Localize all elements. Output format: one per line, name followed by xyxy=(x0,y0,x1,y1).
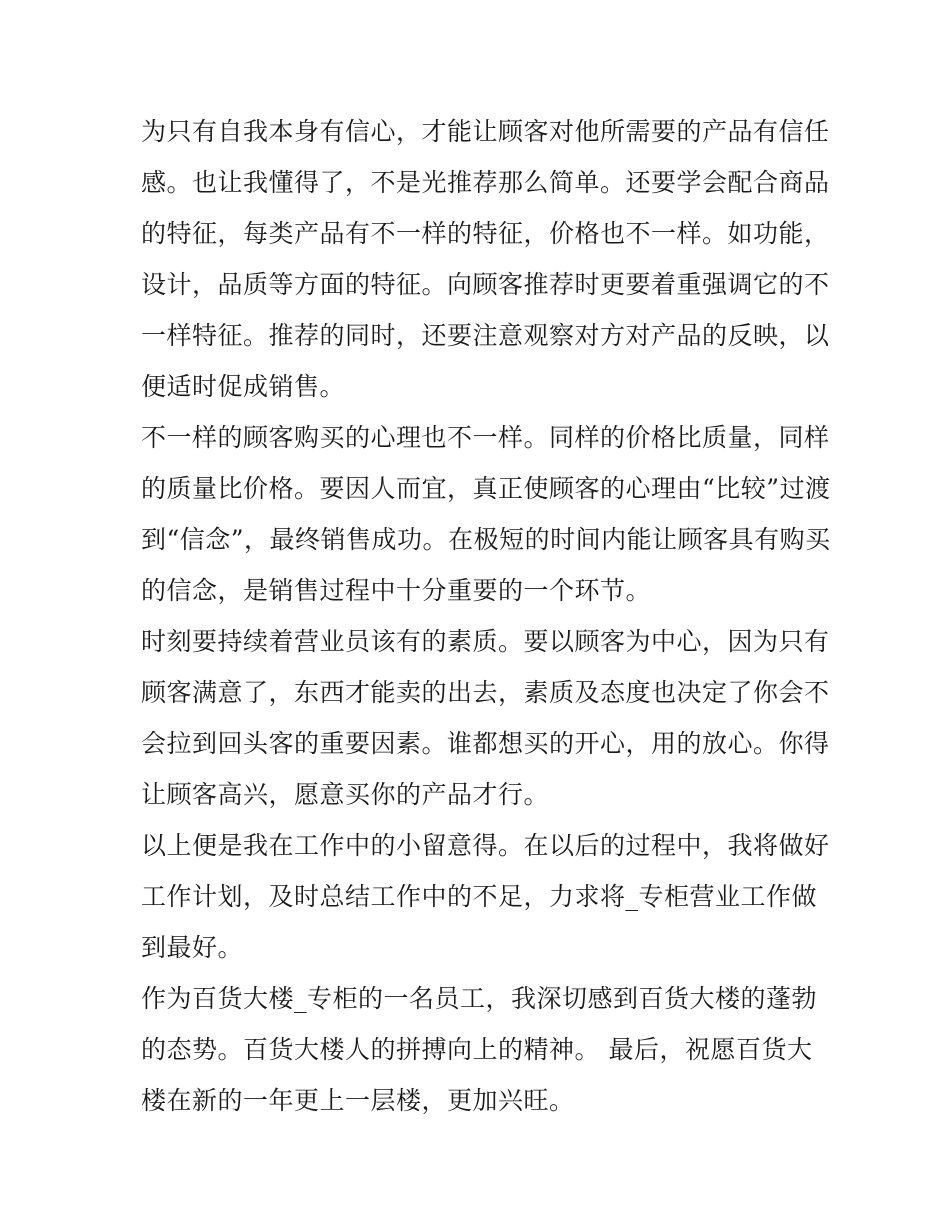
document-body xyxy=(141,106,831,1126)
text-line: 作为百货大楼_专柜的一名员工，我深切感到百货大楼的蓬勃 xyxy=(141,984,818,1013)
text-line: 感。也让我懂得了，不是光推荐那么简单。还要学会配合商品 xyxy=(141,168,830,197)
text-line: 会拉到回头客的重要因素。谁都想买的开心，用的放心。你得 xyxy=(141,729,830,758)
text-line: 的质量比价格。要因人而宜，真正使顾客的心理由“比较”过渡 xyxy=(141,474,831,503)
text-line: 顾客满意了，东西才能卖的出去，素质及态度也决定了你会不 xyxy=(141,678,830,707)
paragraph-3 xyxy=(141,616,830,820)
text-line: 楼在新的一年更上一层楼，更加兴旺。 xyxy=(141,1086,575,1115)
text-line: 工作计划，及时总结工作中的不足，力求将_专柜营业工作做 xyxy=(141,882,818,911)
text-line: 设计，品质等方面的特征。向顾客推荐时更要着重强调它的不 xyxy=(141,270,830,299)
text-line: 为只有自我本身有信心，才能让顾客对他所需要的产品有信任 xyxy=(141,117,830,146)
text-line: 不一样的顾客购买的心理也不一样。同样的价格比质量，同样 xyxy=(141,423,830,452)
text-line: 一样特征。推荐的同时，还要注意观察对方对产品的反映，以 xyxy=(141,321,830,350)
text-line: 的信念，是销售过程中十分重要的一个环节。 xyxy=(141,576,652,605)
paragraph-4 xyxy=(141,820,830,973)
text-line: 以上便是我在工作中的小留意得。在以后的过程中，我将做好 xyxy=(141,831,830,860)
text-line: 到“信念”，最终销售成功。在极短的时间内能让顾客具有购买 xyxy=(141,525,831,554)
text-line: 到最好。 xyxy=(141,933,244,962)
text-line: 的态势。百货大楼人的拼搏向上的精神。 最后，祝愿百货大 xyxy=(141,1035,813,1064)
text-line: 的特征，每类产品有不一样的特征，价格也不一样。如功能， xyxy=(141,219,830,248)
text-line: 便适时促成销售。 xyxy=(141,372,346,401)
text-line: 让顾客高兴，愿意买你的产品才行。 xyxy=(141,780,550,809)
paragraph-1 xyxy=(141,106,830,412)
text-line: 时刻要持续着营业员该有的素质。要以顾客为中心，因为只有 xyxy=(141,627,830,656)
paragraph-5 xyxy=(141,973,821,1126)
paragraph-2 xyxy=(141,412,831,616)
